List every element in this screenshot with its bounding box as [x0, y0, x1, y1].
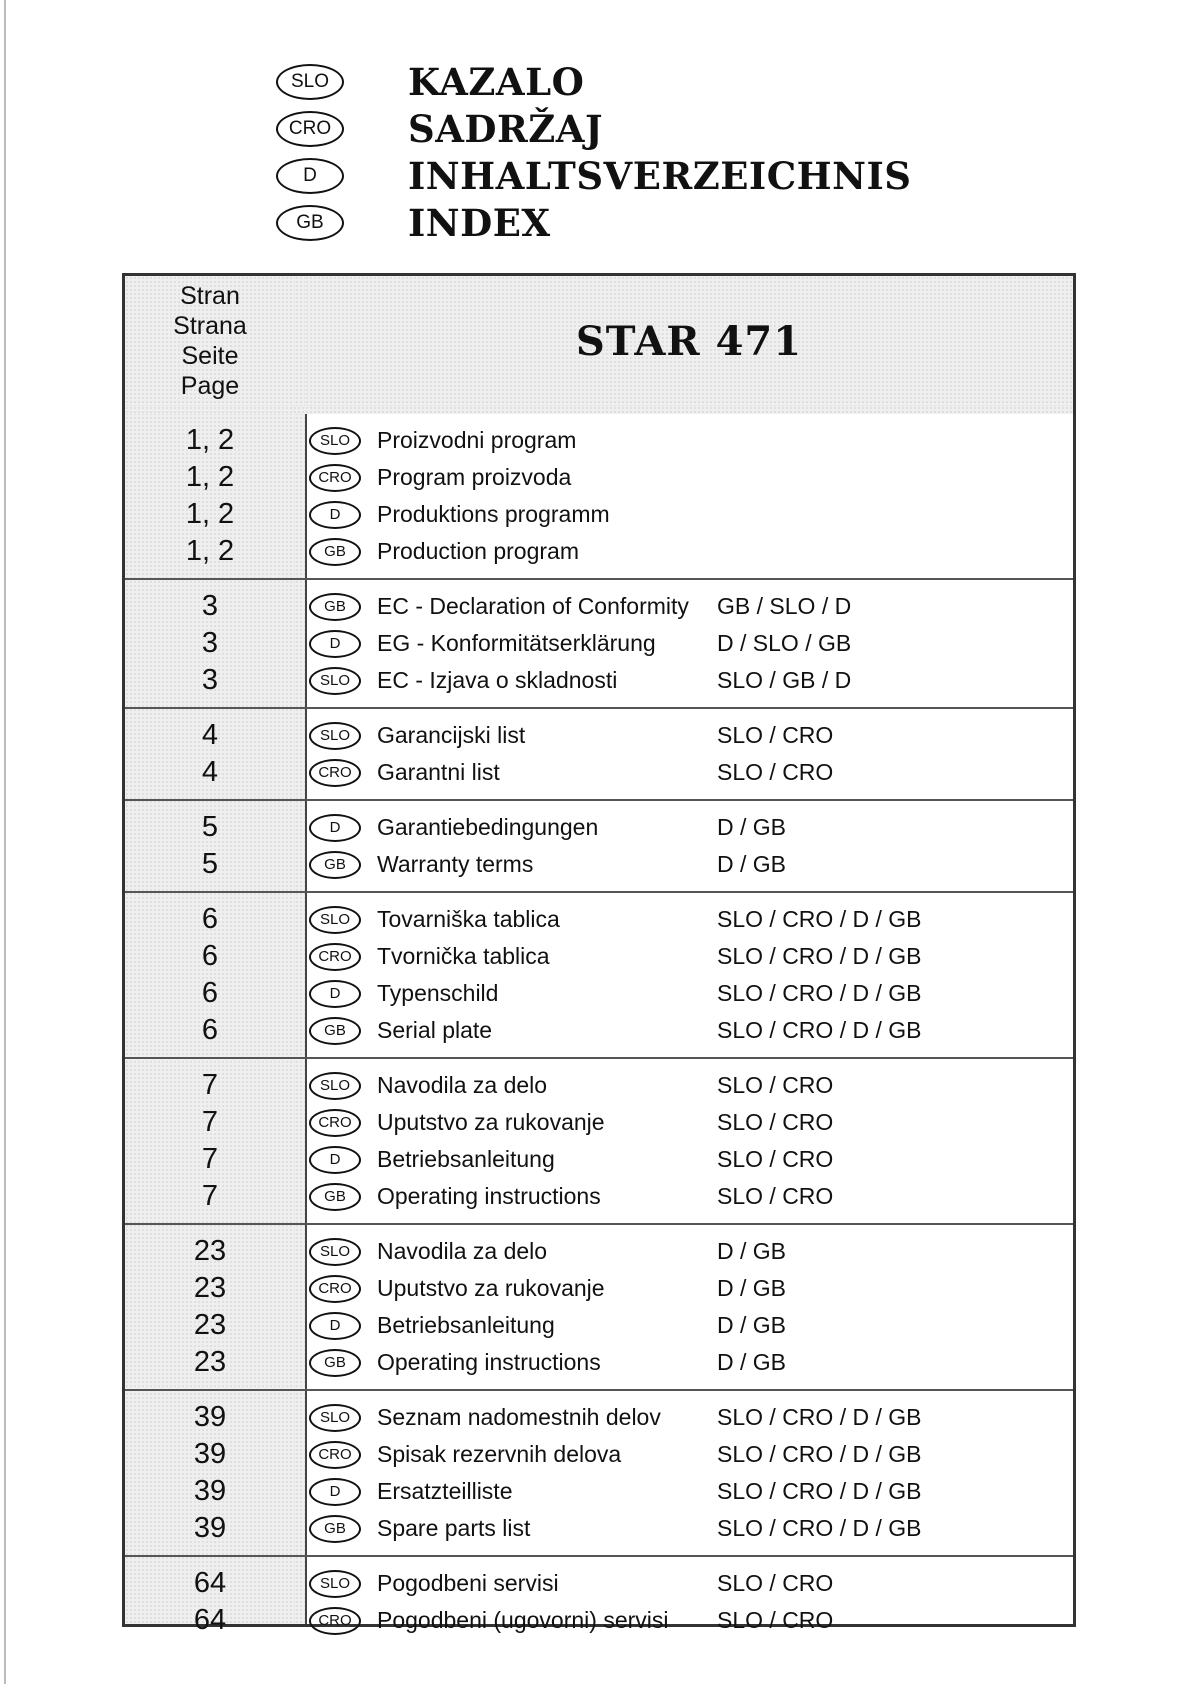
page-number: 4: [201, 719, 219, 751]
section-title: Tvornička tablica: [377, 943, 550, 969]
cro-badge-icon: CRO: [309, 1275, 361, 1303]
language-flag: [305, 1109, 365, 1137]
index-row: [125, 625, 1073, 662]
section-languages: SLO / CRO: [717, 1109, 834, 1135]
page-number: 6: [201, 940, 219, 972]
section-title: Pogodbeni (ugovorni) servisi: [377, 1607, 669, 1633]
page-number: 23: [193, 1235, 227, 1267]
index-group: [125, 801, 1073, 893]
index-group: [125, 414, 1073, 580]
index-row: [125, 422, 1073, 459]
scan-page-edge: [4, 0, 6, 1684]
language-flag: [305, 1349, 365, 1377]
page-label-d: Seite: [181, 342, 239, 370]
index-row: [125, 1565, 1073, 1602]
language-flag: [305, 1607, 365, 1635]
index-group: [125, 1225, 1073, 1391]
index-group: [125, 893, 1073, 1059]
language-flag: [305, 1275, 365, 1303]
section-languages: SLO / CRO: [717, 1183, 834, 1209]
index-row: [125, 809, 1073, 846]
page-number: 64: [193, 1604, 227, 1636]
language-flag: [305, 814, 365, 842]
language-flag: [305, 667, 365, 695]
cro-badge-icon: CRO: [309, 1607, 361, 1635]
index-heading: [270, 58, 911, 246]
index-row: [125, 1510, 1073, 1547]
d-badge-icon: D: [309, 814, 361, 842]
language-flag: [305, 1312, 365, 1340]
d-badge-icon: D: [309, 1312, 361, 1340]
section-title: Pogodbeni servisi: [377, 1570, 559, 1596]
section-title: Warranty terms: [377, 851, 534, 877]
section-languages: D / GB: [717, 1275, 787, 1301]
section-languages: SLO / CRO: [717, 759, 834, 785]
cro-badge-icon: CRO: [309, 1109, 361, 1137]
section-languages: SLO / CRO: [717, 1570, 834, 1596]
gb-badge-icon: GB: [309, 1349, 361, 1377]
d-badge-icon: D: [309, 630, 361, 658]
language-flag: [305, 1183, 365, 1211]
index-group: [125, 1557, 1073, 1647]
section-title: Spisak rezervnih delova: [377, 1441, 622, 1467]
index-row: [125, 1178, 1073, 1215]
page-number: 6: [201, 903, 219, 935]
section-languages: D / GB: [717, 1238, 787, 1264]
language-flag: [305, 1017, 365, 1045]
language-flag: [305, 851, 365, 879]
page-label-gb: Page: [180, 372, 240, 400]
d-badge-icon: D: [309, 501, 361, 529]
index-row: [125, 1307, 1073, 1344]
section-title: Tovarniška tablica: [377, 906, 560, 932]
heading-kazalo: KAZALO: [408, 59, 585, 104]
section-title: Uputstvo za rukovanje: [377, 1275, 605, 1301]
d-badge-icon: D: [309, 1146, 361, 1174]
section-title: Ersatzteilliste: [377, 1478, 513, 1504]
index-groups: [125, 414, 1073, 1647]
language-flag: [305, 538, 365, 566]
page-number: 23: [193, 1272, 227, 1304]
section-title: Spare parts list: [377, 1515, 531, 1541]
index-row: [125, 846, 1073, 883]
index-row: [125, 717, 1073, 754]
section-title: Betriebsanleitung: [377, 1146, 555, 1172]
section-title: Seznam nadomestnih delov: [377, 1404, 661, 1430]
index-row: [125, 754, 1073, 791]
language-flag: [305, 1478, 365, 1506]
index-row: [125, 459, 1073, 496]
section-languages: SLO / GB / D: [717, 667, 852, 693]
page-number: 39: [193, 1438, 227, 1470]
language-flag: [305, 980, 365, 1008]
page-number: 23: [193, 1346, 227, 1378]
section-title: Typenschild: [377, 980, 499, 1006]
section-languages: D / SLO / GB: [717, 630, 852, 656]
page-number: 4: [201, 756, 219, 788]
index-row: [125, 1270, 1073, 1307]
slo-badge-icon: SLO: [309, 906, 361, 934]
language-flag: [305, 943, 365, 971]
d-badge-icon: D: [276, 158, 344, 194]
page-number: 5: [201, 811, 219, 843]
section-title: EC - Declaration of Conformity: [377, 593, 689, 619]
index-row: [125, 1344, 1073, 1381]
index-row: [125, 496, 1073, 533]
section-title: Produktions programm: [377, 501, 610, 527]
page-number: 7: [201, 1069, 219, 1101]
section-languages: SLO / CRO / D / GB: [717, 906, 922, 932]
section-languages: SLO / CRO: [717, 1607, 834, 1633]
slo-badge-icon: SLO: [309, 722, 361, 750]
page-number: 39: [193, 1475, 227, 1507]
index-row: [125, 1473, 1073, 1510]
language-flag: [305, 759, 365, 787]
language-flag: [305, 464, 365, 492]
language-flag: [305, 1570, 365, 1598]
page-label-slo: Stran: [180, 282, 240, 310]
heading-index: INDEX: [408, 200, 551, 245]
section-title: Garancijski list: [377, 722, 526, 748]
product-title: STAR 471: [575, 317, 803, 365]
section-title: Garantni list: [377, 759, 500, 785]
language-flag: [305, 1072, 365, 1100]
section-title: Uputstvo za rukovanje: [377, 1109, 605, 1135]
index-group: [125, 709, 1073, 801]
gb-badge-icon: GB: [309, 1017, 361, 1045]
d-badge-icon: D: [309, 1478, 361, 1506]
gb-badge-icon: GB: [276, 205, 344, 241]
section-languages: D / GB: [717, 1312, 787, 1338]
heading-row-d: [270, 152, 911, 199]
section-title: EG - Konformitätserklärung: [377, 630, 656, 656]
section-title: Operating instructions: [377, 1349, 601, 1375]
page-number: 5: [201, 848, 219, 880]
page-number: 39: [193, 1512, 227, 1544]
section-languages: SLO / CRO: [717, 1146, 834, 1172]
cro-badge-icon: CRO: [309, 1441, 361, 1469]
index-table: [122, 273, 1076, 1636]
slo-badge-icon: SLO: [309, 1238, 361, 1266]
section-languages: D / GB: [717, 1349, 787, 1375]
page-number: 1, 2: [185, 535, 235, 567]
page-number: 6: [201, 977, 219, 1009]
section-languages: D / GB: [717, 814, 787, 840]
heading-sadrzaj: SADRŽAJ: [408, 106, 603, 151]
index-row: [125, 1067, 1073, 1104]
language-flag: [305, 1238, 365, 1266]
page-number: 1, 2: [185, 461, 235, 493]
page-number: 39: [193, 1401, 227, 1433]
page-number: 3: [201, 627, 219, 659]
language-flag: [305, 593, 365, 621]
heading-row-gb: [270, 199, 911, 246]
d-badge-icon: D: [309, 980, 361, 1008]
language-flag: [305, 501, 365, 529]
page-number: 7: [201, 1106, 219, 1138]
section-title: Operating instructions: [377, 1183, 601, 1209]
language-flag: [305, 1404, 365, 1432]
page-number: 6: [201, 1014, 219, 1046]
index-row: [125, 662, 1073, 699]
section-languages: SLO / CRO: [717, 722, 834, 748]
slo-badge-icon: SLO: [309, 1072, 361, 1100]
heading-row-cro: [270, 105, 911, 152]
index-row: [125, 975, 1073, 1012]
language-flag: [305, 906, 365, 934]
language-flag: [305, 1146, 365, 1174]
cro-badge-icon: CRO: [309, 464, 361, 492]
section-title: EC - Izjava o skladnosti: [377, 667, 618, 693]
section-title: Program proizvoda: [377, 464, 572, 490]
gb-badge-icon: GB: [309, 851, 361, 879]
index-row: [125, 1141, 1073, 1178]
section-title: Betriebsanleitung: [377, 1312, 555, 1338]
slo-badge-icon: SLO: [309, 1404, 361, 1432]
index-group: [125, 580, 1073, 709]
section-title: Serial plate: [377, 1017, 493, 1043]
page-number: 7: [201, 1180, 219, 1212]
heading-row-slo: [270, 58, 911, 105]
section-languages: SLO / CRO / D / GB: [717, 943, 922, 969]
section-languages: SLO / CRO / D / GB: [717, 1515, 922, 1541]
page-number: 7: [201, 1143, 219, 1175]
page-number: 3: [201, 590, 219, 622]
page-number: 1, 2: [185, 498, 235, 530]
section-title: Navodila za delo: [377, 1238, 548, 1264]
cro-badge-icon: CRO: [309, 943, 361, 971]
index-row: [125, 1012, 1073, 1049]
gb-badge-icon: GB: [309, 1515, 361, 1543]
cro-badge-icon: CRO: [276, 111, 344, 147]
section-title: Garantiebedingungen: [377, 814, 599, 840]
index-group: [125, 1391, 1073, 1557]
gb-badge-icon: GB: [309, 1183, 361, 1211]
index-row: [125, 938, 1073, 975]
page-label-cro: Strana: [173, 312, 247, 340]
page-number: 3: [201, 664, 219, 696]
page-number: 23: [193, 1309, 227, 1341]
section-languages: SLO / CRO: [717, 1072, 834, 1098]
heading-inhaltsverzeichnis: INHALTSVERZEICHNIS: [408, 153, 912, 198]
language-flag: [305, 427, 365, 455]
language-flag: [305, 1441, 365, 1469]
language-flag: [305, 1515, 365, 1543]
section-languages: SLO / CRO / D / GB: [717, 1441, 922, 1467]
section-title: Production program: [377, 538, 579, 564]
slo-badge-icon: SLO: [276, 64, 344, 100]
header-separator: [125, 406, 1073, 414]
index-row: [125, 1233, 1073, 1270]
section-languages: SLO / CRO / D / GB: [717, 1017, 922, 1043]
index-row: [125, 588, 1073, 625]
index-row: [125, 1602, 1073, 1639]
index-row: [125, 1436, 1073, 1473]
section-languages: SLO / CRO / D / GB: [717, 1404, 922, 1430]
index-row: [125, 901, 1073, 938]
section-title: Proizvodni program: [377, 427, 577, 453]
page-column-header: [125, 276, 295, 406]
section-languages: GB / SLO / D: [717, 593, 852, 619]
section-languages: SLO / CRO / D / GB: [717, 980, 922, 1006]
gb-badge-icon: GB: [309, 538, 361, 566]
slo-badge-icon: SLO: [309, 667, 361, 695]
language-flag: [305, 722, 365, 750]
slo-badge-icon: SLO: [309, 1570, 361, 1598]
section-languages: SLO / CRO / D / GB: [717, 1478, 922, 1504]
index-row: [125, 1104, 1073, 1141]
cro-badge-icon: CRO: [309, 759, 361, 787]
language-flag: [305, 630, 365, 658]
gb-badge-icon: GB: [309, 593, 361, 621]
section-title: Navodila za delo: [377, 1072, 548, 1098]
page-number: 1, 2: [185, 424, 235, 456]
index-row: [125, 533, 1073, 570]
section-languages: D / GB: [717, 851, 787, 877]
slo-badge-icon: SLO: [309, 427, 361, 455]
index-group: [125, 1059, 1073, 1225]
page-number: 64: [193, 1567, 227, 1599]
index-row: [125, 1399, 1073, 1436]
